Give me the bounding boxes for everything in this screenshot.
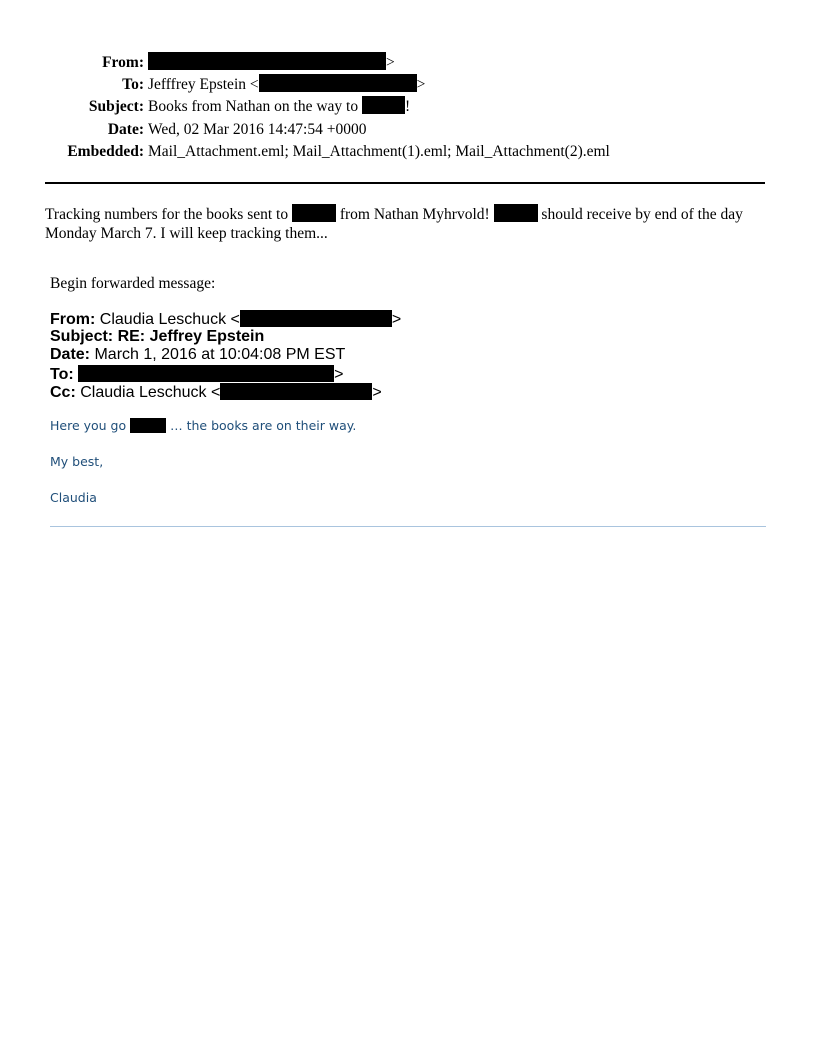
- subject-value: [148, 96, 410, 118]
- fwd-cc-suffix: >: [372, 383, 382, 401]
- to-name: Jefffrey Epstein <: [148, 76, 259, 94]
- redaction-box: [220, 383, 372, 400]
- header-embedded-row: [0, 141, 816, 163]
- fwd-date-row: [50, 346, 401, 364]
- header-divider: [45, 182, 765, 184]
- fwd-subject-row: [50, 328, 401, 346]
- to-value: [148, 74, 425, 96]
- fwd-closing: My best,: [50, 454, 104, 469]
- header-from-row: [0, 52, 816, 74]
- signature-divider: [50, 526, 766, 527]
- header-subject-row: [0, 96, 816, 118]
- redaction-box: [240, 310, 392, 327]
- message-body: [45, 204, 775, 243]
- to-suffix: >: [416, 76, 426, 94]
- fwd-to-suffix: >: [334, 365, 344, 383]
- subject-suffix: !: [404, 98, 411, 116]
- embedded-label: Embedded:: [67, 142, 144, 160]
- fwd-signature: Claudia: [50, 490, 97, 505]
- fwd-subject: Subject: RE: Jeffrey Epstein: [50, 328, 265, 346]
- redaction-box: [292, 204, 336, 222]
- body-part-1: Tracking numbers for the books sent to: [45, 206, 289, 223]
- fwd-date-value: March 1, 2016 at 10:04:08 PM EST: [94, 346, 346, 364]
- date-value: Wed, 02 Mar 2016 14:47:54 +0000: [148, 120, 367, 138]
- subject-label: Subject:: [88, 98, 144, 116]
- fwd-cc-value: Claudia Leschuck <: [80, 383, 221, 401]
- email-header: [0, 52, 816, 163]
- forwarded-header: [50, 310, 401, 401]
- header-to-row: [0, 74, 816, 96]
- fwd-message-pre: Here you go: [50, 418, 127, 433]
- fwd-to-row: [50, 365, 401, 383]
- body-line-1: [45, 204, 775, 225]
- embedded-value: Mail_Attachment.eml; Mail_Attachment(1).eml; Mail_Attachment(2).eml: [148, 142, 610, 160]
- redaction-box: [148, 52, 386, 70]
- fwd-cc-row: [50, 383, 401, 401]
- subject-text: Books from Nathan on the way to: [148, 98, 359, 116]
- fwd-to-label: To:: [50, 365, 74, 383]
- to-label: To:: [122, 76, 144, 94]
- redaction-box: [259, 74, 417, 92]
- from-suffix: >: [386, 54, 395, 71]
- fwd-cc-label: Cc:: [50, 383, 76, 401]
- date-label: Date:: [107, 120, 144, 138]
- body-line-2: Monday March 7. I will keep tracking them...: [45, 224, 328, 242]
- fwd-message-line: [50, 418, 356, 433]
- from-label: From:: [102, 54, 144, 71]
- redaction-box: [494, 204, 538, 222]
- header-date-row: [0, 119, 816, 141]
- redaction-box: [78, 365, 334, 382]
- redaction-box: [130, 418, 166, 433]
- forwarded-intro: Begin forwarded message:: [50, 275, 216, 292]
- body-part-3: should receive by end of the day: [541, 206, 743, 223]
- fwd-from-value: Claudia Leschuck <: [99, 311, 240, 328]
- fwd-from-row: [50, 310, 401, 328]
- fwd-from-label: From:: [50, 311, 96, 328]
- redaction-box: [362, 96, 405, 114]
- fwd-message-post: … the books are on their way.: [170, 418, 357, 433]
- from-value: [148, 52, 395, 74]
- body-part-2: from Nathan Myhrvold!: [339, 206, 490, 223]
- fwd-from-suffix: >: [391, 311, 402, 328]
- fwd-date-label: Date:: [50, 346, 91, 364]
